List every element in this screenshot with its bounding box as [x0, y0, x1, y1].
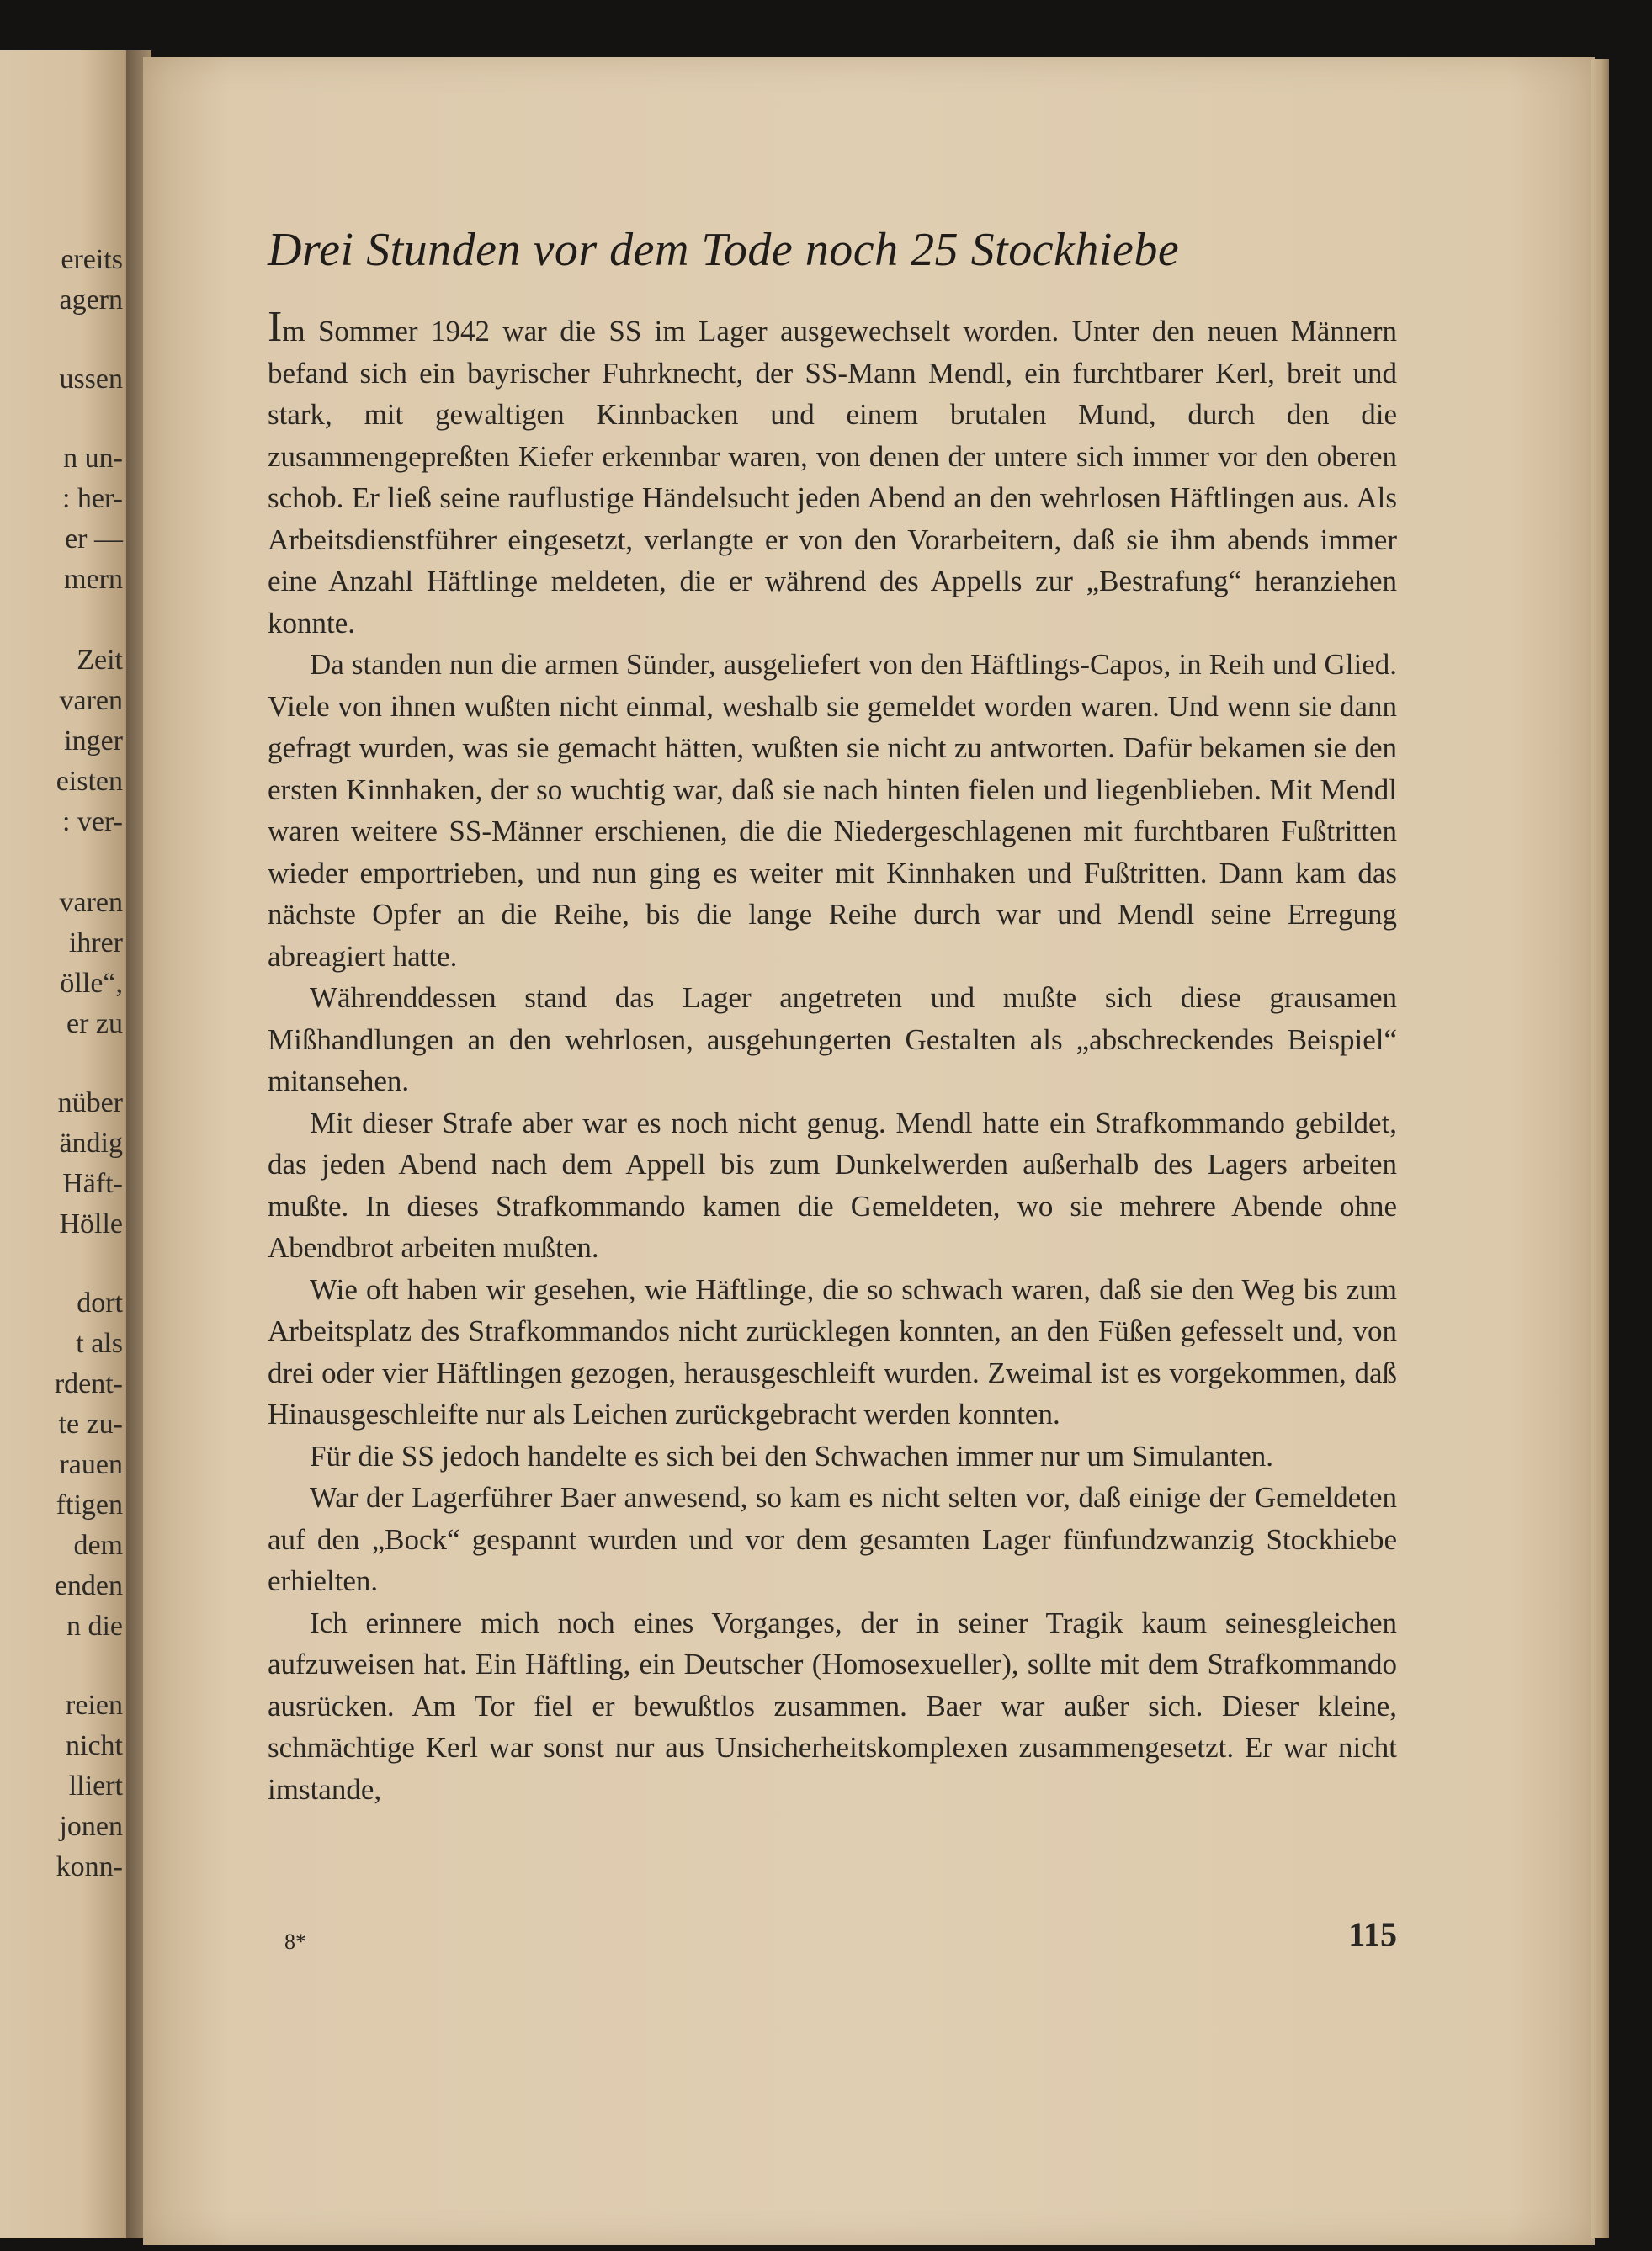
left-line-fragment: ussen: [59, 364, 123, 395]
left-line-fragment: dem: [73, 1530, 123, 1561]
left-line-fragment: ändig: [59, 1128, 123, 1159]
left-line-fragment: eisten: [56, 766, 123, 797]
left-line-fragment: ölle“,: [60, 968, 123, 999]
left-line-fragment: Zeit: [77, 645, 123, 676]
left-line-fragment: t als: [76, 1328, 123, 1359]
paragraph: Mit dieser Strafe aber war es noch nicht genug. Mendl hatte ein Strafkommando gebildet, das jeden Abend nach dem Appell bis zum Dunkelwerden außerhalb des Lagers arbeiten mußte. In dieses Strafkommando kamen die Gemeldeten, wo sie mehrere Abende ohne Abendbrot arbeiten mußten.: [268, 1106, 1397, 1264]
left-page-fragment: [0, 50, 135, 2238]
paragraph: Da standen nun die armen Sünder, ausgeliefert von den Häftlings-Capos, in Reih und Glied. Viele von ihnen wußten nicht einmal, weshalb sie gemeldet worden waren. Und wenn sie dann gefragt wurden, was sie gemacht hätten, wußten sie nicht zu antworten. Dafür bekamen sie den ersten Kinnhaken, der so wuchtig war, daß sie nach hinten fielen und liegenblieben. Mit Mendl waren weitere SS-Männer erschienen, die die Niedergeschlagenen mit furchtbaren Fußtritten wieder emportrieben, und nun ging es weiter mit Kinnhaken und Fußtritten. Dann kam das nächste Opfer an die Reihe, bis die lange Reihe durch war und Mendl seine Erregung abreagiert hatte.: [268, 648, 1397, 973]
paragraph: Wie oft haben wir gesehen, wie Häftlinge, die so schwach waren, daß sie den Weg bis zum Arbeitsplatz des Strafkommandos nicht zurücklegen konnten, an den Füßen gefesselt und, von drei oder vier Häftlingen gezogen, herausgeschleift wurden. Zweimal ist es vorgekommen, daß Hinausgeschleifte nur als Leichen zurückgebracht werden konnten.: [268, 1272, 1397, 1431]
left-line-fragment: inger: [64, 725, 123, 757]
left-line-fragment: reien: [66, 1690, 123, 1721]
left-line-fragment: nüber: [57, 1087, 123, 1118]
paragraph: Für die SS jedoch handelte es sich bei den Schwachen immer nur um Simulanten.: [310, 1439, 1274, 1473]
left-line-fragment: rdent-: [54, 1368, 123, 1399]
drop-cap: I: [268, 303, 283, 351]
first-paragraph-text: m Sommer 1942 war die SS im Lager ausgewechselt worden. Unter den neuen Männern befand sich ein bayrischer Fuhrknecht, der SS-Mann Mendl, ein furchtbarer Kerl, breit und stark, mit gewaltigen Kinnbacken und einem brutalen Mund, durch den die zusammengepreßten Kiefer erkennbar waren, von denen der untere sich immer vor den oberen schob. Er ließ seine rauflustige Händelsucht jeden Abend an den wehrlosen Häftlingen aus. Als Arbeitsdienstführer eingesetzt, verlangte er von den Vorarbeitern, daß sie ihm abends immer eine Anzahl Häftlinge meldeten, die er während des Appells zur „Bestrafung“ heranziehen konnte.: [268, 315, 1397, 640]
left-line-fragment: n die: [66, 1611, 123, 1642]
paragraph: War der Lagerführer Baer anwesend, so kam es nicht selten vor, daß einige der Gemeldeten auf den „Bock“ gespannt wurden und vor dem gesamten Lager fünfundzwanzig Stockhiebe erhielten.: [268, 1481, 1397, 1597]
left-line-fragment: : her-: [61, 483, 123, 514]
left-line-fragment: ereits: [61, 244, 123, 275]
left-line-fragment: ftigen: [56, 1489, 123, 1521]
first-paragraph: [268, 303, 1397, 644]
left-line-fragment: mern: [64, 564, 123, 595]
left-line-fragment: dort: [77, 1287, 123, 1319]
page-edge: [1591, 59, 1609, 2238]
signature-mark: 8*: [284, 1930, 306, 1954]
paragraph: Währenddessen stand das Lager angetreten und mußte sich diese grausamen Mißhandlungen an den wehrlosen, ausgehungerten Gestalten als „abschreckendes Beispiel“ mitansehen.: [268, 981, 1397, 1097]
left-line-fragment: enden: [54, 1570, 123, 1601]
left-line-fragment: te zu-: [58, 1409, 123, 1440]
left-line-fragment: agern: [59, 284, 123, 316]
left-line-fragment: er —: [65, 523, 123, 555]
left-line-fragment: varen: [59, 685, 123, 716]
left-line-fragment: ihrer: [68, 927, 123, 958]
left-line-fragment: lliert: [68, 1771, 123, 1802]
chapter-title: Drei Stunden vor dem Tode noch 25 Stockhiebe: [268, 224, 1180, 276]
left-line-fragment: : ver-: [61, 806, 123, 837]
page-number: 115: [1348, 1915, 1397, 1953]
paragraph: Ich erinnere mich noch eines Vorganges, der in seiner Tragik kaum seinesgleichen aufzuweisen hat. Ein Häftling, ein Deutscher (Homosexueller), sollte mit dem Strafkommando ausrücken. Am Tor fiel er bewußtlos zusammen. Baer war außer sich. Dieser kleine, schmächtige Kerl war sonst nur aus Unsicherheitskomplexen zusammengesetzt. Er war nicht imstande,: [268, 1606, 1397, 1806]
left-line-fragment: varen: [59, 887, 123, 918]
left-line-fragment: rauen: [59, 1449, 123, 1480]
page-content: [268, 223, 1397, 1810]
left-line-fragment: er zu: [66, 1008, 123, 1039]
left-line-fragment: konn-: [56, 1851, 123, 1882]
left-line-fragment: nicht: [66, 1730, 123, 1761]
left-line-fragment: n un-: [63, 443, 123, 474]
left-line-fragment: Hölle: [59, 1208, 123, 1240]
left-line-fragment: Häft-: [62, 1168, 123, 1199]
left-line-fragment: jonen: [59, 1811, 123, 1842]
